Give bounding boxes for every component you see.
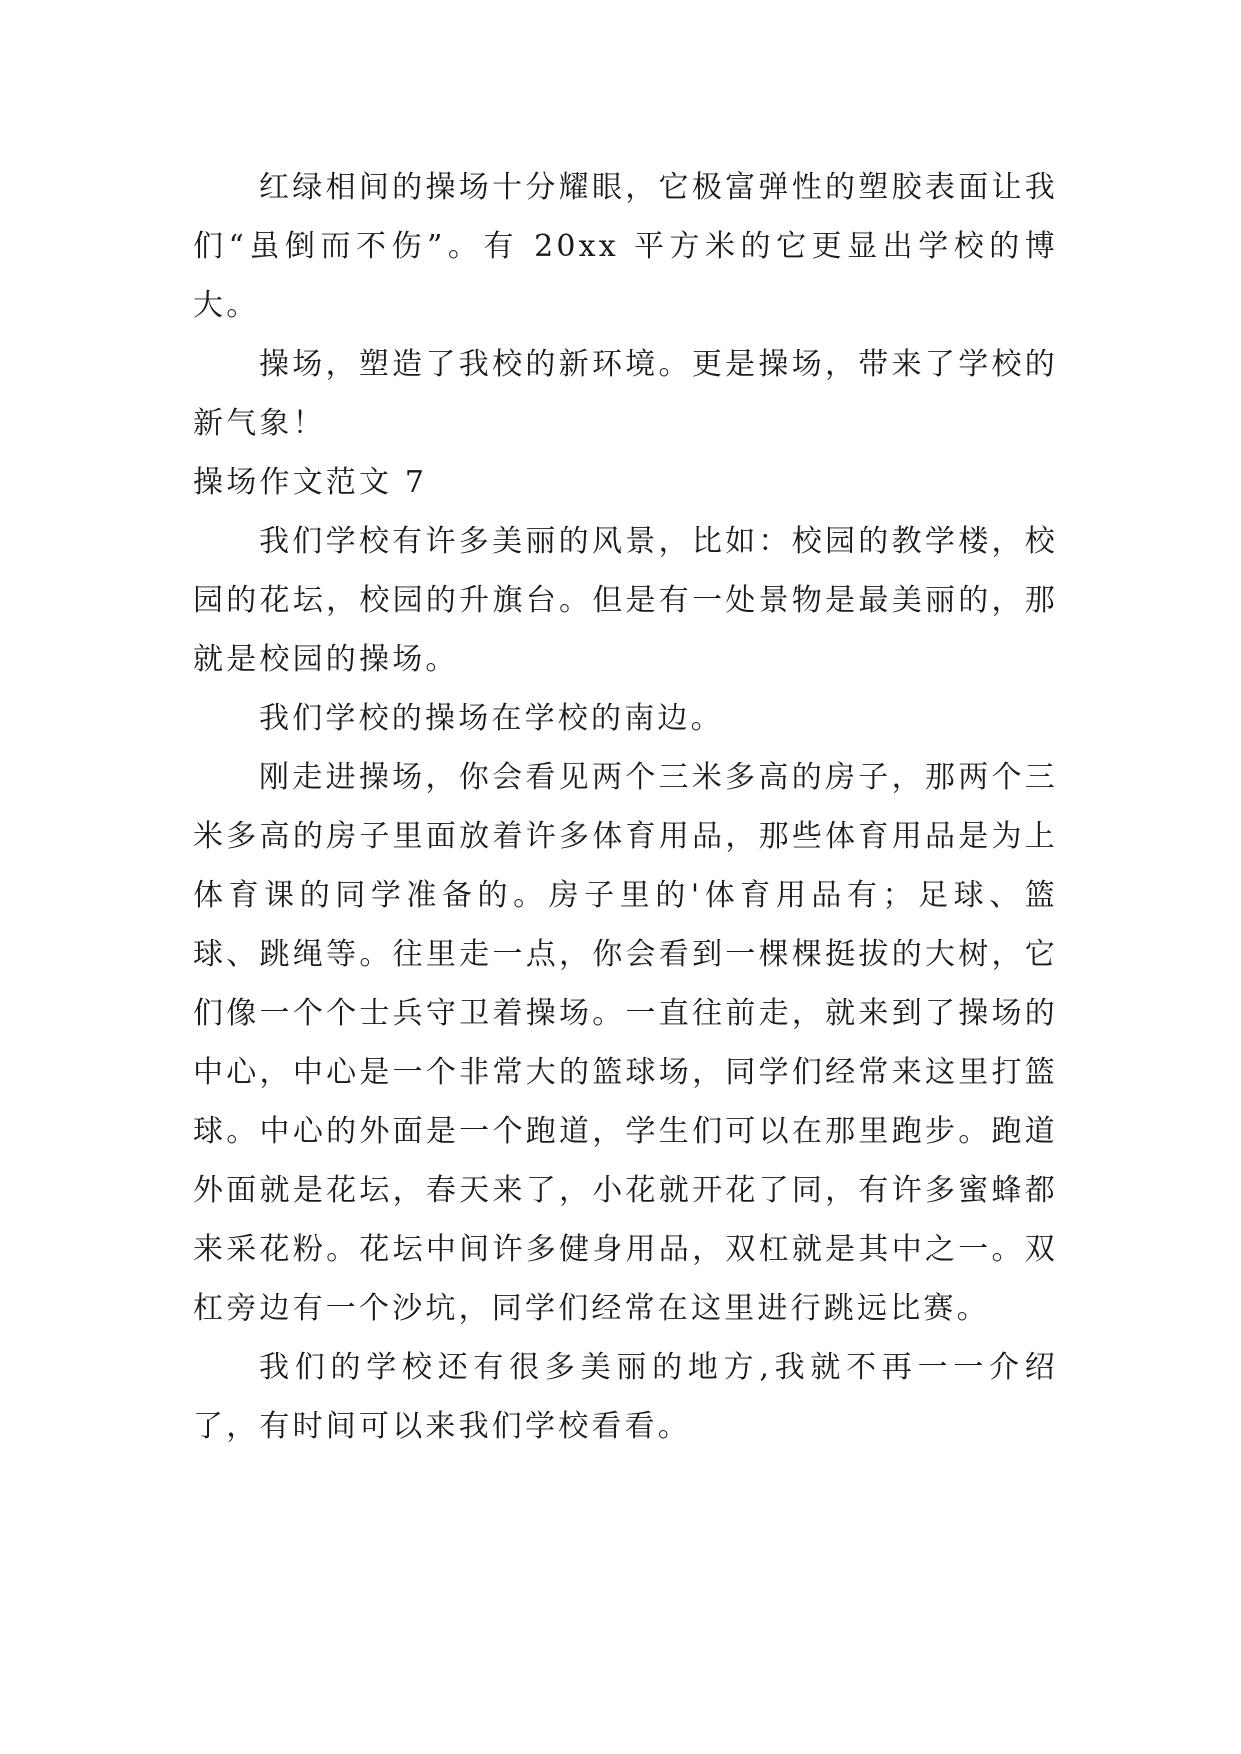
section-title: 操场作文范文 7 (193, 465, 428, 500)
paragraph-new-environment: 操场，塑造了我校的新环境。更是操场，带来了学校的新气象！ (193, 347, 1058, 441)
paragraph-closing: 我们的学校还有很多美丽的地方,我就不再一一介绍了，有时间可以来我们学校看看。 (193, 1350, 1058, 1444)
document-body (193, 158, 1058, 1456)
paragraph-playground-location: 我们学校的操场在学校的南边。 (259, 701, 724, 736)
paragraph-school-scenery: 我们学校有许多美丽的风景，比如：校园的教学楼，校园的花坛，校园的升旗台。但是有一处景物是最美丽的，那就是校园的操场。 (193, 524, 1058, 677)
paragraph-playground-surface: 红绿相间的操场十分耀眼，它极富弹性的塑胶表面让我们“虽倒而不伤”。有 20xx 平方米的它更显出学校的博大。 (193, 170, 1058, 323)
paragraph-playground-description: 刚走进操场，你会看见两个三米多高的房子，那两个三米多高的房子里面放着许多体育用品，那些体育用品是为上体育课的同学准备的。房子里的'体育用品有；足球、篮球、跳绳等。往里走一点，你会看到一棵棵挺拔的大树，它们像一个个士兵守卫着操场。一直往前走，就来到了操场的中心，中心是一个非常大的篮球场，同学们经常来这里打篮球。中心的外面是一个跑道，学生们可以在那里跑步。跑道外面就是花坛，春天来了，小花就开花了同，有许多蜜蜂都来采花粉。花坛中间许多健身用品，双杠就是其中之一。双杠旁边有一个沙坑，同学们经常在这里进行跳远比赛。 (193, 760, 1058, 1326)
